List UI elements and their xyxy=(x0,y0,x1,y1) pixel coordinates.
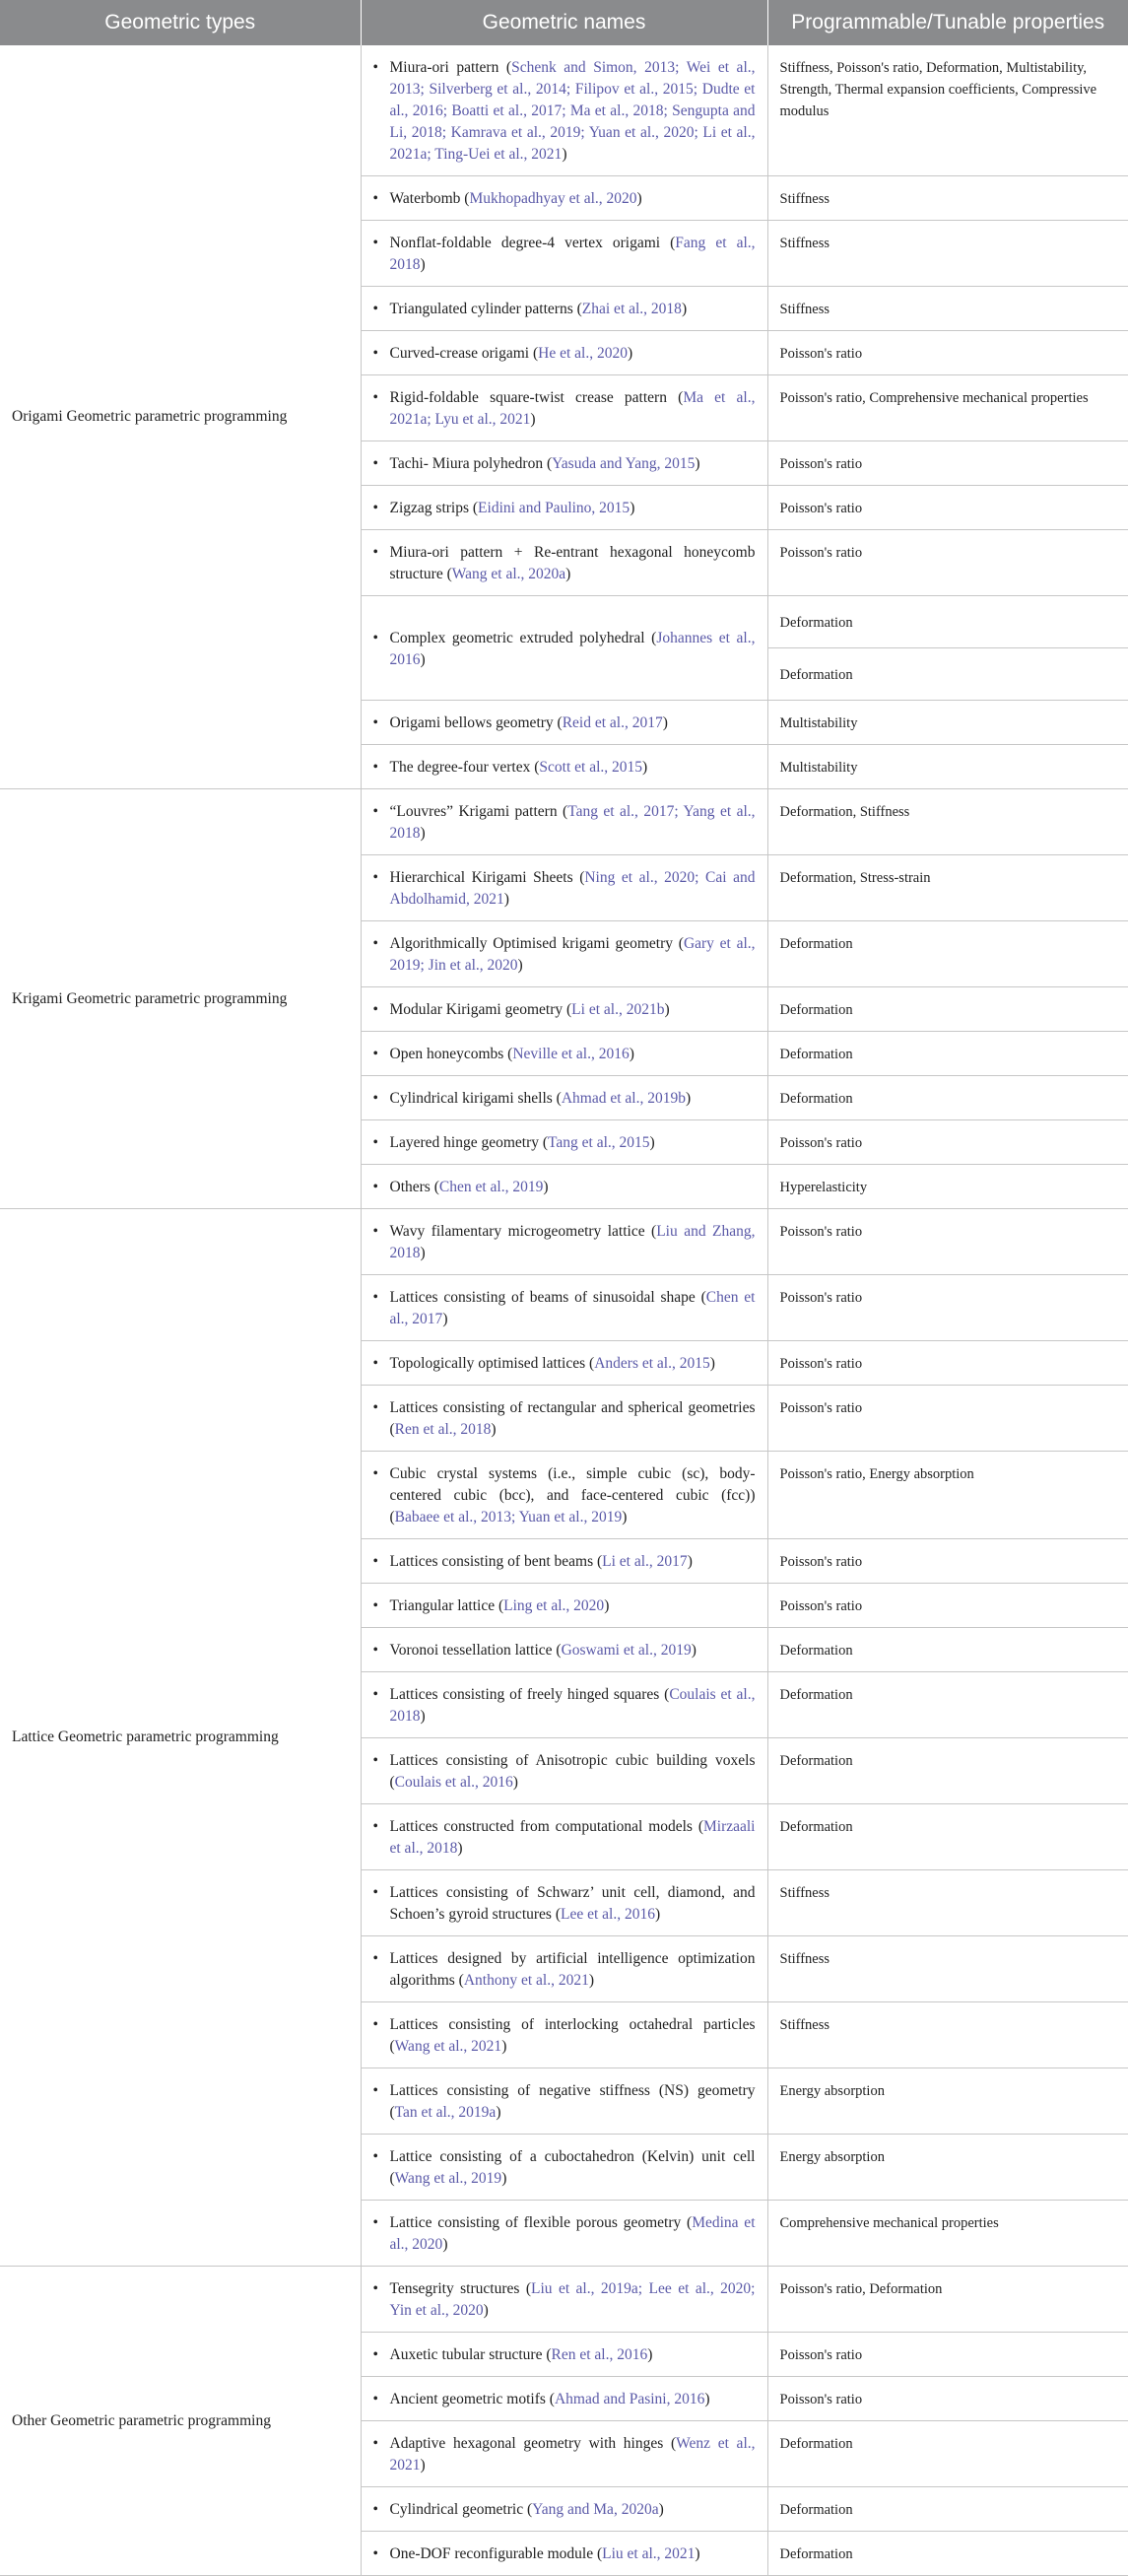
list-item xyxy=(390,1044,756,1065)
geometric-name-text: Cylindrical geometric ( xyxy=(389,2501,533,2518)
geometric-name-text: Auxetic tubular structure ( xyxy=(389,2346,552,2363)
citation-link[interactable]: Ma et al., 2021a; Lyu et al., 2021 xyxy=(389,389,756,428)
list-item xyxy=(390,1882,756,1926)
geometric-name-cell xyxy=(361,287,767,331)
list-item xyxy=(390,2543,756,2565)
citation-link[interactable]: Tan et al., 2019a xyxy=(394,2104,497,2121)
list-item xyxy=(390,2080,756,2124)
table-row xyxy=(0,2267,1128,2333)
list-item xyxy=(390,1353,756,1375)
citation-link[interactable]: Medina et al., 2020 xyxy=(389,2214,756,2253)
geometric-name-text: Zigzag strips ( xyxy=(389,500,479,516)
geometric-name-text: Lattice consisting of flexible porous geometry ( xyxy=(389,2214,693,2231)
citation-link[interactable]: Zhai et al., 2018 xyxy=(581,301,682,317)
citation-close-paren: ) xyxy=(642,759,648,776)
citation-close-paren: ) xyxy=(483,2302,489,2319)
citation-link[interactable]: Liu et al., 2019a; Lee et al., 2020; Yin et al., 2020 xyxy=(389,2280,756,2319)
citation-link[interactable]: Mirzaali et al., 2018 xyxy=(389,1818,756,1857)
geometric-name-cell xyxy=(361,987,767,1032)
property-cell: Poisson's ratio xyxy=(767,1584,1128,1628)
header-tunable-properties: Programmable/Tunable properties xyxy=(767,0,1128,45)
citation-close-paren: ) xyxy=(649,1134,655,1151)
geometric-name-text: Miura-ori pattern + Re-entrant hexagonal honeycomb structure ( xyxy=(389,544,756,582)
citation-link[interactable]: He et al., 2020 xyxy=(538,345,628,362)
geometric-name-text: Lattices consisting of Anisotropic cubic building voxels ( xyxy=(389,1752,756,1791)
geometric-name-cell xyxy=(361,2421,767,2487)
list-item xyxy=(390,1684,756,1728)
citation-link[interactable]: Gary et al., 2019; Jin et al., 2020 xyxy=(389,935,756,974)
citation-link[interactable]: Wang et al., 2019 xyxy=(394,2170,502,2187)
citation-close-paren: ) xyxy=(420,825,426,842)
table-body xyxy=(0,45,1128,2576)
citation-close-paren: ) xyxy=(629,1046,634,1062)
citation-link[interactable]: Babaee et al., 2013; Yuan et al., 2019 xyxy=(394,1509,623,1525)
table-row xyxy=(0,1209,1128,1275)
geometric-name-cell xyxy=(361,789,767,855)
citation-link[interactable]: Wang et al., 2020a xyxy=(451,566,566,582)
list-item xyxy=(390,2212,756,2256)
property-cell: Poisson's ratio, Deformation xyxy=(767,2267,1128,2333)
citation-close-paren: ) xyxy=(588,1972,595,1989)
list-item xyxy=(390,188,756,210)
table-row xyxy=(0,789,1128,855)
geometric-name-cell xyxy=(361,1672,767,1738)
geometric-name-text: Hierarchical Kirigami Sheets ( xyxy=(389,869,585,886)
citation-link[interactable]: Tang et al., 2015 xyxy=(548,1134,650,1151)
list-item xyxy=(390,1750,756,1794)
property-cell: Stiffness xyxy=(767,2002,1128,2068)
citation-close-paren: ) xyxy=(695,455,700,472)
list-item xyxy=(390,1463,756,1528)
list-item xyxy=(390,933,756,977)
property-cell: Deformation xyxy=(767,2487,1128,2532)
property-cell: Deformation xyxy=(767,2421,1128,2487)
property-cell: Poisson's ratio xyxy=(767,441,1128,486)
citation-link[interactable]: Mukhopadhyay et al., 2020 xyxy=(469,190,637,207)
geometric-name-text: Topologically optimised lattices ( xyxy=(389,1355,595,1372)
geometric-name-cell xyxy=(361,486,767,530)
property-cell: Deformation xyxy=(767,1738,1128,1804)
geometric-name-text: Lattices consisting of beams of sinusoidal shape ( xyxy=(389,1289,706,1306)
citation-link[interactable]: Ahmad and Pasini, 2016 xyxy=(554,2391,705,2407)
list-item xyxy=(390,2499,756,2521)
geometric-name-cell xyxy=(361,2267,767,2333)
property-cell: Deformation xyxy=(767,921,1128,987)
property-cell: Deformation xyxy=(767,1628,1128,1672)
citation-close-paren: ) xyxy=(622,1509,628,1525)
list-item xyxy=(390,1816,756,1860)
geometric-name-text: Miura-ori pattern ( xyxy=(389,59,512,76)
property-cell: Poisson's ratio xyxy=(767,2377,1128,2421)
header-geometric-types: Geometric types xyxy=(0,0,361,45)
citation-close-paren: ) xyxy=(517,957,523,974)
list-item xyxy=(390,1177,756,1198)
citation-link[interactable]: Tang et al., 2017; Yang et al., 2018 xyxy=(389,803,756,842)
citation-link[interactable]: Ahmad et al., 2019b xyxy=(561,1090,686,1107)
citation-close-paren: ) xyxy=(658,2501,664,2518)
property-cell: Deformation xyxy=(767,1804,1128,1870)
citation-link[interactable]: Scott et al., 2015 xyxy=(539,759,643,776)
property-cell: Multistability xyxy=(767,701,1128,745)
list-item xyxy=(390,1132,756,1154)
citation-close-paren: ) xyxy=(604,1597,610,1614)
geometric-name-text: “Louvres” Krigami pattern ( xyxy=(389,803,568,820)
list-item xyxy=(390,57,756,166)
geometric-name-text: Origami bellows geometry ( xyxy=(389,714,563,731)
property-cell: Deformation xyxy=(767,596,1128,648)
geometric-name-text: Waterbomb ( xyxy=(389,190,470,207)
geometric-name-text: Layered hinge geometry ( xyxy=(389,1134,549,1151)
geometric-name-cell xyxy=(361,2377,767,2421)
list-item xyxy=(390,1595,756,1617)
list-item xyxy=(390,1551,756,1573)
list-item xyxy=(390,1221,756,1264)
geometric-name-text: Lattices consisting of bent beams ( xyxy=(389,1553,603,1570)
geometric-name-cell xyxy=(361,1386,767,1452)
property-cell: Poisson's ratio xyxy=(767,530,1128,596)
property-cell: Hyperelasticity xyxy=(767,1165,1128,1209)
geometric-name-cell xyxy=(361,176,767,221)
geometric-type-cell: Lattice Geometric parametric programming xyxy=(0,1209,361,2267)
geometric-name-text: Others ( xyxy=(389,1179,439,1195)
citation-close-paren: ) xyxy=(442,1311,448,1327)
property-cell: Stiffness xyxy=(767,176,1128,221)
geometric-name-cell xyxy=(361,530,767,596)
citation-close-paren: ) xyxy=(420,2457,426,2474)
geometric-name-text: Ancient geometric motifs ( xyxy=(389,2391,555,2407)
citation-close-paren: ) xyxy=(501,2170,507,2187)
geometric-name-cell xyxy=(361,1076,767,1120)
geometric-name-text: Lattices consisting of freely hinged squares ( xyxy=(389,1686,670,1703)
geometric-name-cell xyxy=(361,2487,767,2532)
geometric-name-cell xyxy=(361,45,767,176)
geometric-name-cell xyxy=(361,921,767,987)
geometric-name-cell xyxy=(361,2002,767,2068)
list-item xyxy=(390,2146,756,2190)
table-row xyxy=(0,45,1128,176)
citation-close-paren: ) xyxy=(662,714,668,731)
property-cell: Poisson's ratio, Comprehensive mechanical properties xyxy=(767,375,1128,441)
geometric-name-cell xyxy=(361,1341,767,1386)
list-item xyxy=(390,343,756,365)
geometric-name-cell xyxy=(361,701,767,745)
citation-link[interactable]: Fang et al., 2018 xyxy=(389,235,756,273)
property-cell: Stiffness xyxy=(767,1870,1128,1936)
citation-close-paren: ) xyxy=(442,2236,448,2253)
property-cell: Stiffness xyxy=(767,287,1128,331)
property-cell: Energy absorption xyxy=(767,2068,1128,2135)
property-cell: Deformation xyxy=(767,987,1128,1032)
list-item xyxy=(390,2278,756,2322)
list-item xyxy=(390,1397,756,1441)
list-item xyxy=(390,2389,756,2410)
geometric-name-text: Tachi- Miura polyhedron ( xyxy=(389,455,553,472)
citation-link[interactable]: Reid et al., 2017 xyxy=(562,714,663,731)
geometric-type-cell: Origami Geometric parametric programming xyxy=(0,45,361,789)
geometric-name-text: Triangular lattice ( xyxy=(389,1597,504,1614)
geometric-name-cell xyxy=(361,1539,767,1584)
geometric-name-cell xyxy=(361,1628,767,1672)
citation-link[interactable]: Chen et al., 2017 xyxy=(389,1289,756,1327)
citation-link[interactable]: Yasuda and Yang, 2015 xyxy=(552,455,696,472)
list-item xyxy=(390,299,756,320)
geometric-name-text: Lattice consisting of a cuboctahedron (Kelvin) unit cell ( xyxy=(389,2148,756,2187)
geometric-name-text: Lattices consisting of rectangular and spherical geometries ( xyxy=(389,1399,756,1438)
list-item xyxy=(390,542,756,585)
geometric-name-cell xyxy=(361,331,767,375)
geometric-name-text: Algorithmically Optimised krigami geometry ( xyxy=(389,935,684,952)
geometric-name-text: Cubic crystal systems (i.e., simple cubic (sc), body-centered cubic (bcc), and face-centered cubic (fcc)) ( xyxy=(389,1465,756,1525)
geometric-name-cell xyxy=(361,1275,767,1341)
citation-close-paren: ) xyxy=(420,256,426,273)
citation-close-paren: ) xyxy=(664,1001,670,1018)
citation-close-paren: ) xyxy=(457,1840,463,1857)
geometric-name-text: Curved-crease origami ( xyxy=(389,345,539,362)
list-item xyxy=(390,2433,756,2476)
citation-link[interactable]: Coulais et al., 2018 xyxy=(389,1686,756,1725)
citation-close-paren: ) xyxy=(695,2545,700,2562)
citation-link[interactable]: Liu et al., 2021 xyxy=(602,2545,696,2562)
citation-close-paren: ) xyxy=(512,1774,518,1791)
geometric-name-text: The degree-four vertex ( xyxy=(389,759,540,776)
list-item xyxy=(390,453,756,475)
property-cell: Deformation xyxy=(767,1076,1128,1120)
geometric-name-text: Lattices constructed from computational models ( xyxy=(389,1818,703,1835)
citation-link[interactable]: Eidini and Paulino, 2015 xyxy=(478,500,630,516)
property-cell: Stiffness, Poisson's ratio, Deformation, Multistability, Strength, Thermal expansion coefficients, Compressive modulus xyxy=(767,45,1128,176)
geometric-name-text: Lattices consisting of negative stiffness (NS) geometry ( xyxy=(389,2082,756,2121)
property-cell: Poisson's ratio xyxy=(767,331,1128,375)
geometric-name-text: Lattices designed by artificial intelligence optimization algorithms ( xyxy=(389,1950,756,1989)
geometric-name-cell xyxy=(361,1584,767,1628)
geometric-name-cell xyxy=(361,221,767,287)
geometric-name-cell xyxy=(361,441,767,486)
geometric-name-text: Tensegrity structures ( xyxy=(389,2280,531,2297)
geometric-name-cell xyxy=(361,596,767,701)
geometric-name-text: Wavy filamentary microgeometry lattice ( xyxy=(389,1223,657,1240)
list-item xyxy=(390,1640,756,1661)
geometric-name-cell xyxy=(361,855,767,921)
property-cell: Deformation xyxy=(767,1672,1128,1738)
list-item xyxy=(390,867,756,911)
property-cell: Comprehensive mechanical properties xyxy=(767,2201,1128,2267)
citation-close-paren: ) xyxy=(681,301,688,317)
geometric-name-cell xyxy=(361,1452,767,1539)
citation-link[interactable]: Lee et al., 2016 xyxy=(560,1906,655,1923)
citation-close-paren: ) xyxy=(647,2346,653,2363)
property-cell: Poisson's ratio xyxy=(767,1539,1128,1584)
list-item xyxy=(390,1287,756,1330)
citation-link[interactable]: Coulais et al., 2016 xyxy=(394,1774,513,1791)
citation-link[interactable]: Wang et al., 2021 xyxy=(394,2038,502,2055)
property-cell: Deformation, Stress-strain xyxy=(767,855,1128,921)
geometric-name-cell xyxy=(361,1165,767,1209)
citation-link[interactable]: Schenk and Simon, 2013; Wei et al., 2013; Silverberg et al., 2014; Filipov et al., 2015; Dudte et al., 2016; Boatti et al., 2017; Ma et al., 2018; Sengupta and Li, 2018; Kamrava et al., 2019; Yuan et al., 2020; Li et al., 2021a; Ting-Uei et al., 2021 xyxy=(389,59,756,163)
property-cell: Poisson's ratio xyxy=(767,1341,1128,1386)
citation-close-paren: ) xyxy=(562,146,567,163)
header-geometric-names: Geometric names xyxy=(361,0,767,45)
citation-link[interactable]: Liu and Zhang, 2018 xyxy=(389,1223,756,1261)
property-cell: Poisson's ratio xyxy=(767,2333,1128,2377)
geometric-name-text: Modular Kirigami geometry ( xyxy=(389,1001,572,1018)
list-item xyxy=(390,233,756,276)
citation-close-paren: ) xyxy=(420,1245,426,1261)
geometric-name-cell xyxy=(361,2333,767,2377)
list-item xyxy=(390,999,756,1021)
citation-link[interactable]: Li et al., 2021b xyxy=(571,1001,665,1018)
geometric-name-cell xyxy=(361,1209,767,1275)
geometric-name-cell xyxy=(361,2201,767,2267)
property-cell: Stiffness xyxy=(767,1936,1128,2002)
geometric-name-cell xyxy=(361,745,767,789)
citation-close-paren: ) xyxy=(691,1642,697,1659)
citation-link[interactable]: Wenz et al., 2021 xyxy=(389,2435,756,2474)
citation-close-paren: ) xyxy=(420,650,426,668)
citation-link[interactable]: Ren et al., 2018 xyxy=(394,1421,492,1438)
geometric-type-cell: Krigami Geometric parametric programming xyxy=(0,789,361,1209)
list-item xyxy=(390,387,756,431)
geometric-type-cell: Other Geometric parametric programming xyxy=(0,2267,361,2576)
citation-close-paren: ) xyxy=(491,1421,497,1438)
property-cell: Poisson's ratio xyxy=(767,1386,1128,1452)
list-item xyxy=(390,2344,756,2366)
property-cell: Deformation, Stiffness xyxy=(767,789,1128,855)
property-cell: Poisson's ratio xyxy=(767,486,1128,530)
citation-close-paren: ) xyxy=(686,1090,692,1107)
list-item xyxy=(390,757,756,779)
geometric-name-cell xyxy=(361,2068,767,2135)
citation-link[interactable]: Neville et al., 2016 xyxy=(512,1046,630,1062)
citation-link[interactable]: Ling et al., 2020 xyxy=(503,1597,605,1614)
citation-link[interactable]: Goswami et al., 2019 xyxy=(561,1642,692,1659)
geometric-name-text: Triangulated cylinder patterns ( xyxy=(389,301,582,317)
citation-close-paren: ) xyxy=(501,2038,507,2055)
geometric-name-cell xyxy=(361,2135,767,2201)
geometric-name-cell xyxy=(361,375,767,441)
property-cell: Poisson's ratio xyxy=(767,1209,1128,1275)
citation-link[interactable]: Ren et al., 2016 xyxy=(551,2346,648,2363)
citation-link[interactable]: Anthony et al., 2021 xyxy=(463,1972,589,1989)
citation-link[interactable]: Anders et al., 2015 xyxy=(594,1355,710,1372)
citation-close-paren: ) xyxy=(530,411,536,428)
citation-link[interactable]: Li et al., 2017 xyxy=(602,1553,688,1570)
citation-close-paren: ) xyxy=(496,2104,501,2121)
geometric-name-text: Complex geometric extruded polyhedral ( xyxy=(389,629,657,646)
property-cell: Poisson's ratio xyxy=(767,1275,1128,1341)
geometric-name-text: Open honeycombs ( xyxy=(389,1046,513,1062)
citation-close-paren: ) xyxy=(420,1708,426,1725)
geometric-name-cell xyxy=(361,2532,767,2576)
citation-close-paren: ) xyxy=(704,2391,710,2407)
geometric-name-text: Adaptive hexagonal geometry with hinges ( xyxy=(389,2435,677,2452)
property-cell: Multistability xyxy=(767,745,1128,789)
list-item xyxy=(390,712,756,734)
property-cell: Deformation xyxy=(767,648,1128,701)
property-cell: Deformation xyxy=(767,2532,1128,2576)
citation-link[interactable]: Johannes et al., 2016 xyxy=(389,629,756,668)
list-item xyxy=(390,2014,756,2058)
citation-link[interactable]: Ning et al., 2020; Cai and Abdolhamid, 2021 xyxy=(389,869,756,908)
geometric-name-cell xyxy=(361,1804,767,1870)
list-item xyxy=(390,498,756,519)
geometric-name-text: Lattices consisting of Schwarz’ unit cell, diamond, and Schoen’s gyroid structures ( xyxy=(389,1884,756,1923)
citation-close-paren: ) xyxy=(687,1553,693,1570)
list-item xyxy=(390,1948,756,1992)
citation-close-paren: ) xyxy=(503,891,509,908)
citation-close-paren: ) xyxy=(709,1355,715,1372)
geometric-name-cell xyxy=(361,1120,767,1165)
citation-close-paren: ) xyxy=(654,1906,661,1923)
citation-close-paren: ) xyxy=(565,566,571,582)
property-cell: Deformation xyxy=(767,1032,1128,1076)
geometric-name-cell xyxy=(361,1936,767,2002)
geometric-name-cell xyxy=(361,1032,767,1076)
citation-close-paren: ) xyxy=(543,1179,549,1195)
list-item xyxy=(390,1088,756,1110)
geometric-name-text: Rigid-foldable square-twist crease pattern ( xyxy=(389,389,684,406)
geometric-name-text: Cylindrical kirigami shells ( xyxy=(389,1090,562,1107)
property-cell: Stiffness xyxy=(767,221,1128,287)
list-item xyxy=(390,801,756,845)
geometric-name-text: One-DOF reconfigurable module ( xyxy=(389,2545,603,2562)
property-cell: Energy absorption xyxy=(767,2135,1128,2201)
table-header xyxy=(0,0,1128,45)
geometric-name-cell xyxy=(361,1870,767,1936)
citation-close-paren: ) xyxy=(627,345,633,362)
geometric-name-cell xyxy=(361,1738,767,1804)
geometric-name-text: Lattices consisting of interlocking octahedral particles ( xyxy=(389,2016,756,2055)
property-cell: Poisson's ratio, Energy absorption xyxy=(767,1452,1128,1539)
citation-link[interactable]: Chen et al., 2019 xyxy=(438,1179,544,1195)
geometric-name-text: Nonflat-foldable degree-4 vertex origami ( xyxy=(389,235,676,251)
citation-close-paren: ) xyxy=(636,190,642,207)
citation-close-paren: ) xyxy=(630,500,635,516)
geometric-name-text: Voronoi tessellation lattice ( xyxy=(389,1642,562,1659)
citation-link[interactable]: Yang and Ma, 2020a xyxy=(532,2501,659,2518)
list-item xyxy=(390,628,756,671)
property-cell: Poisson's ratio xyxy=(767,1120,1128,1165)
